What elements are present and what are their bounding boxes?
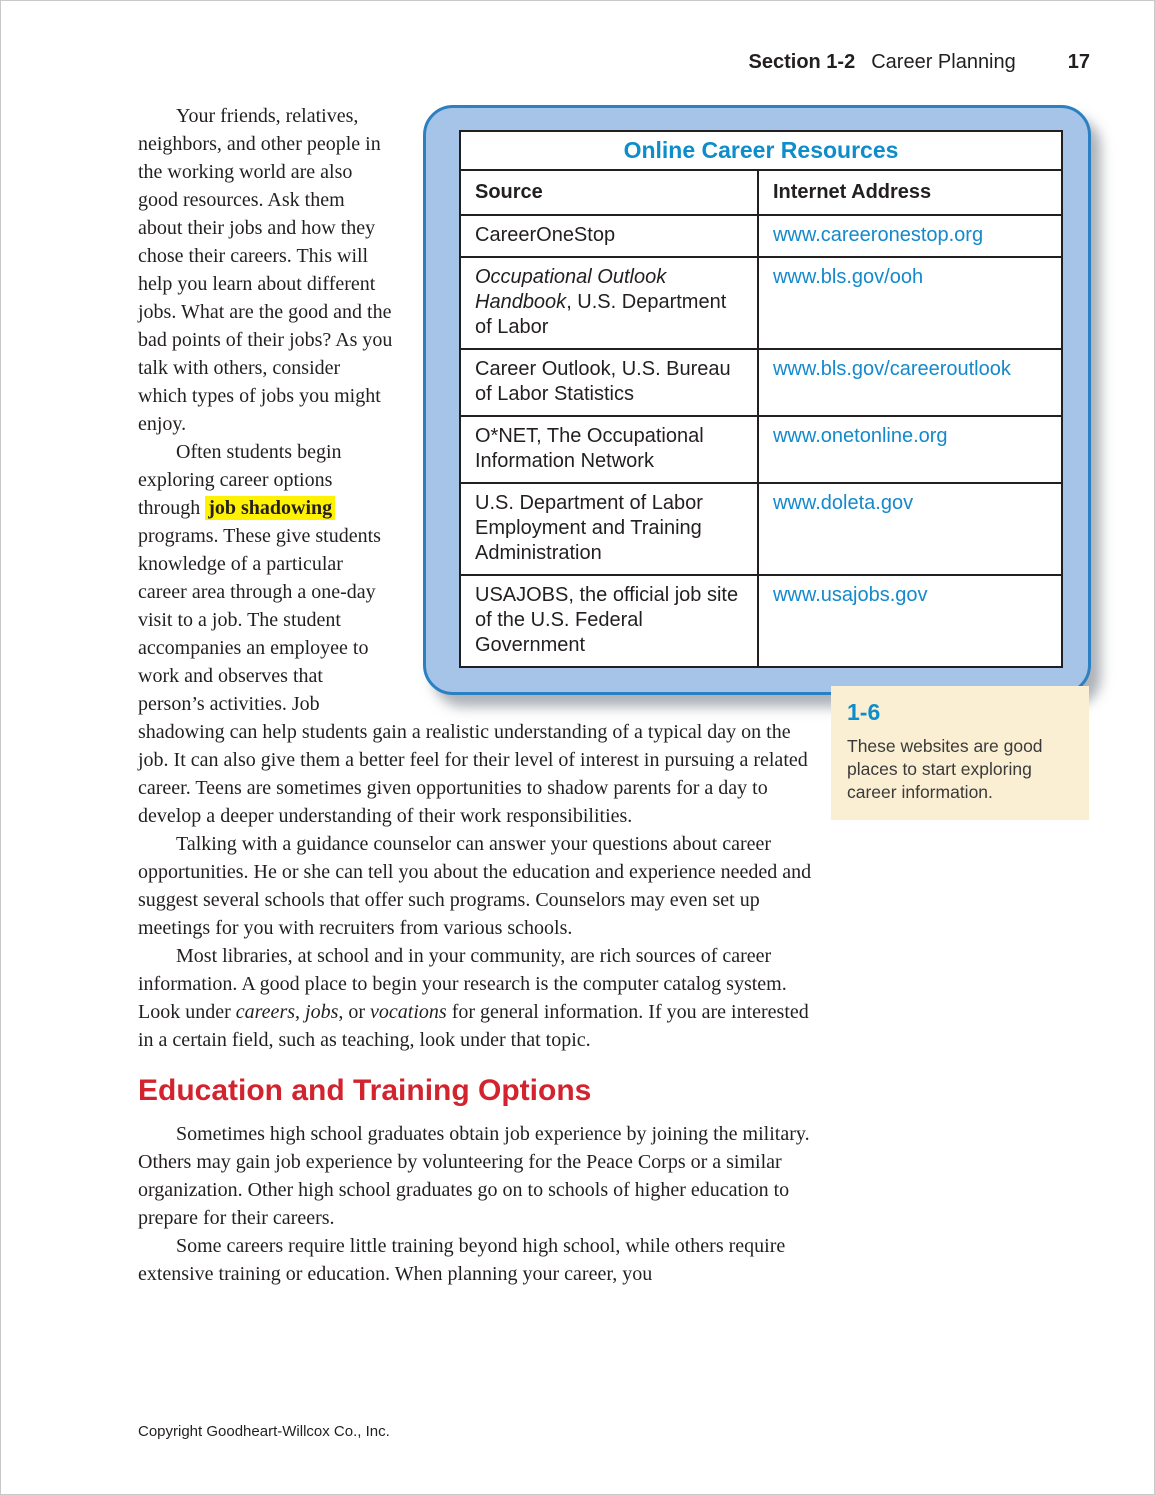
url-link[interactable]: www.careeronestop.org xyxy=(758,215,1062,257)
paragraph-military-peace-corps: Sometimes high school graduates obtain job experience by joining the military. Others may gain job experience by volunteering for the Peace Corps or a similar organization. Other high school graduates go on to schools of higher education to prepare for their careers. xyxy=(138,1123,810,1229)
paragraph-resources: Your friends, relatives, neighbors, and other people in the working world are also good resources. Ask them about their jobs and how they chose their careers. This will help you learn about different jobs. What are the good and the bad points of their jobs? As you talk with others, consider which types of jobs you might enjoy. xyxy=(138,105,393,435)
paragraph-job-shadowing: Often students begin exploring career options through job shadowing programs. These give students knowledge of a particular career area through a one-day visit to a job. The student accompanies an employee to work and observes that person’s activities. Job shadowing can help students gain a realistic understanding of a typical day on the job. It can also give them a better feel for their level of interest in pursuing a related career. Teens are sometimes given opportunities to shadow parents for a day to develop a deeper understanding of their work responsibilities. xyxy=(138,441,808,827)
url-link[interactable]: www.bls.gov/ooh xyxy=(758,257,1062,349)
source-cell: U.S. Department of Labor Employment and Training Administration xyxy=(460,483,758,575)
copyright-footer: Copyright Goodheart-Willcox Co., Inc. xyxy=(138,1423,390,1440)
column-header-source: Source xyxy=(460,170,758,215)
source-cell: USAJOBS, the official job site of the U.S. Federal Government xyxy=(460,575,758,667)
body-text xyxy=(138,102,814,1288)
url-link[interactable]: www.doleta.gov xyxy=(758,483,1062,575)
url-link[interactable]: www.onetonline.org xyxy=(758,416,1062,483)
chapter-title: Career Planning xyxy=(871,51,1016,73)
paragraph-guidance-counselor: Talking with a guidance counselor can answer your questions about career opportunities. He or she can tell you about the education and experience needed and suggest several schools that offer such programs. Counselors may even set up meetings for you with recruiters from various schools. xyxy=(138,833,812,939)
table-title: Online Career Resources xyxy=(460,131,1062,170)
figure-number: 1-6 xyxy=(847,699,881,725)
running-header xyxy=(749,51,1090,74)
figure-callout-1-6 xyxy=(831,686,1089,820)
section-number: Section 1-2 xyxy=(748,51,856,73)
url-link[interactable]: www.usajobs.gov xyxy=(758,575,1062,667)
source-cell: Career Outlook, U.S. Bureau of Labor Statistics xyxy=(460,349,758,416)
paragraph-training-requirements: Some careers require little training beyond high school, while others require extensive training or education. When planning your career, you xyxy=(138,1235,786,1285)
source-cell: CareerOneStop xyxy=(460,215,758,257)
source-cell: O*NET, The Occupational Information Network xyxy=(460,416,758,483)
figure-caption: These websites are good places to start exploring career information. xyxy=(847,736,1043,802)
page-number: 17 xyxy=(1067,51,1090,73)
table-wrap-spacer xyxy=(393,102,814,718)
url-link[interactable]: www.bls.gov/careeroutlook xyxy=(758,349,1062,416)
column-header-internet-address: Internet Address xyxy=(758,170,1062,215)
source-cell: Occupational Outlook Handbook, U.S. Department of Labor xyxy=(460,257,758,349)
section-heading-education-training: Education and Training Options xyxy=(138,1074,592,1107)
paragraph-libraries: Most libraries, at school and in your community, are rich sources of career information. A good place to begin your research is the computer catalog system. Look under careers, jobs, or vocations for general information. If you are interested in a certain field, such as teaching, look under that topic. xyxy=(138,945,809,1051)
